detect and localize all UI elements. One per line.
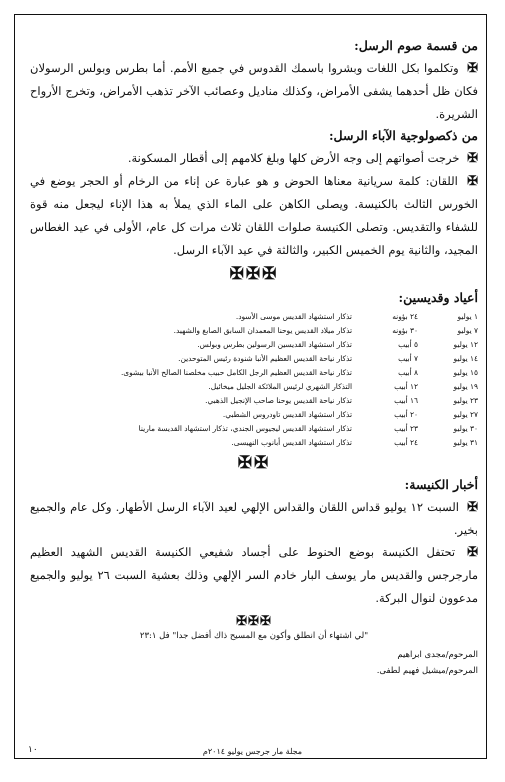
feast-gregorian-date: ٢٣ يوليو: [453, 395, 478, 405]
bible-quote: "لي اشتهاء أن انطلق وأكون مع المسيح ذاك أفضل جدا" فل ٢٣:١: [139, 631, 369, 641]
section-heading-fraction: من قسمة صوم الرسل:: [354, 38, 478, 53]
double-cross-divider: ✠✠: [237, 453, 271, 473]
feast-gregorian-date: ٣١ يوليو: [453, 437, 478, 447]
feast-description: تذكار استشهاد القديس موسى الأسود.: [235, 311, 352, 321]
feast-coptic-date: ٢٤ بؤونه: [392, 311, 418, 321]
feast-description: تذكار استشهاد القديس تاودروس الشطبي.: [222, 409, 352, 419]
news-item-text: تحتفل الكنيسة بوضع الحنوط على أجساد شفيعي الكنيسة القديس الشهيد العظيم مارجرجس والقديس مار يوسف البار خادم السر الإلهي وذلك بعشية السبت ٢٦ يوليو والجميع مدعوون لنوال البركة.: [30, 545, 478, 605]
news-item: [30, 541, 478, 610]
feast-row: [121, 421, 478, 435]
feast-coptic-date: ١٢ أبيب: [394, 381, 418, 391]
cross-icon: ✠: [467, 151, 478, 166]
feast-description: تذكار نياحة القديس العظيم الرجل الكامل حبيب مخلصنا الصالح الأنبا بيشوى.: [120, 367, 352, 377]
feast-gregorian-date: ٢٧ يوليو: [453, 409, 478, 419]
fraction-text: وتكلموا بكل اللغات وبشروا باسمك القدوس في جميع الأمم. أما بطرس وبولس الرسولان فكان ظل أحدهما يشفى الأمراض، وكذلك مناديل وعصائب الآخر تذهب الأمراض، وتخرج الأرواح الشريرة.: [30, 61, 478, 121]
feast-row: [121, 435, 478, 449]
feast-description: التذكار الشهري لرئيس الملائكة الجليل ميخائيل.: [208, 381, 352, 391]
feast-description: تذكار استشهاد القديس ليجيوس الجندي، تذكار استشهاد القديسة مارينا: [138, 423, 352, 433]
feast-gregorian-date: ٧ يوليو: [457, 325, 478, 335]
feasts-heading: أعياد وقديسين:: [398, 290, 478, 305]
feast-gregorian-date: ١ يوليو: [457, 311, 478, 321]
triple-cross-divider: ✠✠✠: [229, 264, 279, 284]
feast-coptic-date: ٢٤ أبيب: [394, 437, 418, 447]
laqqan-text: اللقان: كلمة سريانية معناها الحوض و هو عبارة عن إناء من الرخام أو الحجر يوضع في الخورس الثالث بالكنيسة. ويصلى الكاهن على الماء الذي يملأ به هذا الإناء ليجعل منه قوة للشفاء والتقديس. وتصلى الكنيسة صلوات اللقان ثلاث مرات كل عام، الأولى في عيد الغطاس المجيد، والثانية يوم الخميس الكبير، والثالثة في عيد الآباء الرسل.: [30, 174, 478, 257]
news-item-text: السبت ١٢ يوليو قداس اللقان والقداس الإلهي لعيد الآباء الرسل الأطهار. وكل عام والجميع بخير.: [30, 500, 478, 537]
feast-row: [121, 365, 478, 379]
cross-icon: ✠: [467, 545, 478, 560]
feast-coptic-date: ٨ أبيب: [398, 367, 418, 377]
fraction-paragraph: [30, 57, 478, 126]
feast-coptic-date: ٢٣ أبيب: [394, 423, 418, 433]
news-item: [30, 496, 478, 541]
feast-row: [121, 351, 478, 365]
feast-description: تذكار نياحة القديس العظيم الأنبا شنودة رئيس المتوحدين.: [178, 353, 352, 363]
laqqan-paragraph: [30, 170, 478, 262]
feast-coptic-date: ٣٠ بؤونه: [392, 325, 418, 335]
feast-gregorian-date: ١٥ يوليو: [453, 367, 478, 377]
cross-icon: ✠: [467, 500, 478, 515]
page-number: ١٠: [28, 745, 38, 755]
footer-magazine-title: مجلة مار جرجس يوليو ٢٠١٤م: [202, 747, 303, 756]
memorial-name: المرحوم/ميشيل فهيم لطفى.: [376, 666, 478, 676]
feast-coptic-date: ٧ أبيب: [398, 353, 418, 363]
doxology-paragraph: [30, 147, 478, 170]
feast-gregorian-date: ١٩ يوليو: [453, 381, 478, 391]
news-heading: أخبار الكنيسة:: [404, 477, 478, 492]
section-heading-doxology: من ذكصولوجية الآباء الرسل:: [328, 128, 478, 143]
feast-coptic-date: ٥ أبيب: [398, 339, 418, 349]
memorial-name: المرحوم/مجدى ابراهيم: [397, 650, 478, 660]
feast-description: تذكار استشهاد القديس أبانوب النهيسى.: [231, 437, 352, 447]
doxology-text: خرجت أصواتهم إلى وجه الأرض كلها وبلغ كلامهم إلى أقطار المسكونة.: [127, 151, 460, 165]
feast-row: [121, 379, 478, 393]
feast-row: [121, 337, 478, 351]
feast-row: [121, 309, 478, 323]
feast-description: تذكار ميلاد القديس يوحنا المعمدان السابق الصابغ والشهيد.: [173, 325, 352, 335]
feast-coptic-date: ١٦ أبيب: [394, 395, 418, 405]
feast-row: [121, 407, 478, 421]
feast-gregorian-date: ١٢ يوليو: [453, 339, 478, 349]
small-cross-divider: ✠✠✠: [236, 614, 272, 629]
feast-coptic-date: ٢٠ أبيب: [394, 409, 418, 419]
feast-gregorian-date: ١٤ يوليو: [453, 353, 478, 363]
feasts-table: [121, 309, 478, 449]
feast-description: تذكار نياحة القديس يوحنا صاحب الإنجيل الذهبي.: [205, 395, 352, 405]
cross-icon: ✠: [467, 174, 479, 189]
cross-icon: ✠: [467, 61, 479, 76]
feast-row: [121, 393, 478, 407]
feast-row: [121, 323, 478, 337]
feast-description: تذكار استشهاد القديسين الرسولين بطرس وبولس.: [197, 339, 352, 349]
feast-gregorian-date: ٣٠ يوليو: [453, 423, 478, 433]
page-content: [30, 38, 478, 679]
